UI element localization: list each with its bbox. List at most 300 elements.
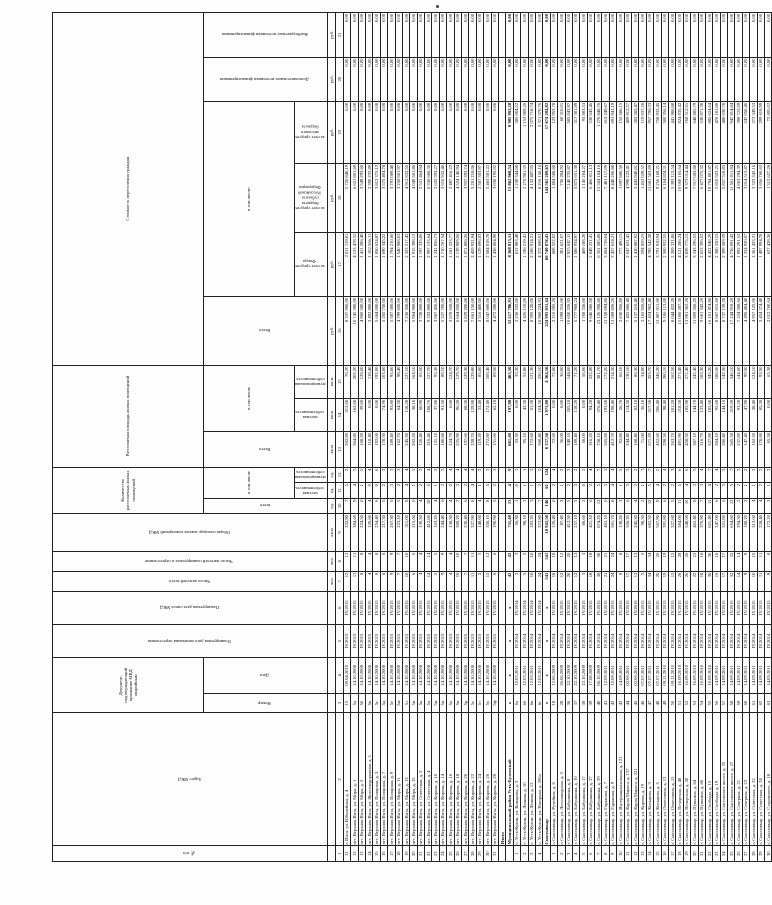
table-cell	[498, 571, 505, 591]
table-cell: 0,00	[402, 101, 409, 163]
table-cell: 2	[558, 467, 565, 483]
table-cell: 36	[595, 571, 602, 591]
table-cell: 34,90	[639, 365, 646, 398]
table-row	[447, 13, 454, 862]
table-cell: г. Сыктывкар, ул. Карла Маркса, д. 137	[624, 713, 631, 846]
table-cell: 172,40	[484, 398, 491, 431]
table-cell: 14.10.2008	[491, 658, 498, 693]
table-cell: 4	[550, 467, 557, 483]
table-cell	[506, 846, 513, 862]
table-cell: 93 883,53	[580, 101, 587, 163]
table-cell: 3	[454, 483, 461, 499]
table-cell: 11	[705, 498, 712, 514]
table-cell: 12.06.2009	[550, 658, 557, 693]
table-cell: 4	[661, 467, 668, 483]
table-cell	[498, 498, 505, 514]
table-cell: 356,20	[624, 514, 631, 552]
table-row	[572, 13, 579, 862]
table-cell: 3 443 940,01	[632, 163, 639, 232]
table-cell: IV.2015	[646, 591, 653, 624]
header-rooms-group: Количество расселяемых жилых помещений	[53, 467, 204, 514]
table-cell: 0,00	[395, 13, 402, 58]
table-cell: 4	[698, 467, 705, 483]
table-cell: 6	[410, 498, 417, 514]
table-cell: IV.2015	[417, 591, 424, 624]
table-cell: 4 524 140,94	[454, 163, 461, 232]
table-cell: 5 587 300,00	[388, 296, 395, 365]
table-cell: 4	[417, 498, 424, 514]
table-cell: 347,00	[713, 514, 720, 552]
table-cell: 4 372 698,01	[535, 232, 542, 296]
table-cell: г. Сыктывкар, ул. Печорская, д. 48	[676, 713, 683, 846]
table-cell: 20	[565, 551, 572, 571]
table-cell: 8 395 120,00	[528, 296, 535, 365]
table-cell: 11	[351, 571, 358, 591]
table-cell: 4 049 501,88	[410, 163, 417, 232]
table-cell: 3 549 293,60	[358, 163, 365, 232]
table-cell: 608 522,82	[550, 232, 557, 296]
table-cell: 14.10.2008	[425, 658, 432, 693]
table-cell: 8	[765, 571, 772, 591]
table-cell: Итого	[498, 713, 505, 846]
table-cell: 1	[742, 483, 749, 499]
table-cell: 0,00	[624, 57, 631, 101]
table-cell: 1	[432, 483, 439, 499]
table-cell: 7	[595, 846, 602, 862]
table-cell: IV.2015	[432, 591, 439, 624]
table-row	[728, 13, 735, 862]
table-cell: IV.2015	[439, 591, 446, 624]
table-cell: 6г	[535, 693, 542, 713]
table-cell: 777 490,15	[617, 232, 624, 296]
table-cell: 130,50	[417, 514, 424, 552]
table-cell: IV.2014	[595, 624, 602, 657]
table-cell: 1 452 029,51	[639, 163, 646, 232]
table-cell: 1 540 988,03	[395, 232, 402, 296]
table-cell: 530 043,46	[587, 101, 594, 163]
table-cell: 648 885,79	[691, 101, 698, 163]
table-cell: г. Сыктывкар, ул. Оплеснина, д. 13	[661, 713, 668, 846]
table-cell: 14.10.2008	[402, 658, 409, 693]
table-cell: 245,30	[632, 514, 639, 552]
table-cell: 8	[402, 498, 409, 514]
table-cell: IV.2015	[439, 624, 446, 657]
table-cell: 39	[587, 693, 594, 713]
table-cell: 228,40	[757, 514, 764, 552]
table-cell: IV.2014	[624, 624, 631, 657]
table-cell: 3 616 932,46	[439, 163, 446, 232]
table-cell: 14.10.2008	[410, 658, 417, 693]
table-cell: 144,60	[735, 365, 742, 398]
table-cell: 30	[705, 571, 712, 591]
table-cell: IV.2015	[661, 591, 668, 624]
table-cell: 0,00	[343, 57, 350, 101]
table-cell: 2	[343, 467, 350, 483]
table-cell: 682,50	[646, 514, 653, 552]
table-cell: 10	[683, 498, 690, 514]
header-rooms-incl: в том числе	[204, 467, 295, 498]
table-cell: 21	[417, 846, 424, 862]
column-number: 2	[335, 713, 343, 846]
table-cell: г. Сыктывкар, ул. Северная, д. 23	[742, 713, 749, 846]
header-rooms-municipal: муниципальная собственность	[295, 467, 328, 483]
table-cell	[498, 163, 505, 232]
table-cell: 373,80	[535, 514, 542, 552]
table-cell: 18	[676, 846, 683, 862]
table-cell: 612 983,48	[513, 232, 520, 296]
table-cell: 263,70	[668, 432, 675, 467]
table-cell: IV.2014	[668, 624, 675, 657]
table-cell: 26	[735, 846, 742, 862]
table-cell: 1 992 291,52	[735, 232, 742, 296]
table-cell: 2 186 914,21	[528, 232, 535, 296]
header-cost-group: Стоимость переселения граждан	[53, 13, 204, 366]
table-cell: 16.09.2010	[683, 658, 690, 693]
table-row	[661, 13, 668, 862]
table-cell: 56,30	[513, 514, 520, 552]
table-cell: 8 440 260,80	[609, 163, 616, 232]
header-cost-extrabudget: Внебюджетные источники финансирования	[204, 13, 328, 58]
table-cell: 5 857 518,83	[720, 163, 727, 232]
table-cell: 5	[728, 483, 735, 499]
table-cell: IV.2015	[742, 591, 749, 624]
header-cost-total: Всего	[204, 296, 328, 365]
table-cell	[498, 13, 505, 58]
table-cell: 0,00	[683, 57, 690, 101]
table-cell: 11	[469, 551, 476, 571]
table-cell: x	[543, 624, 550, 657]
table-cell: 2 531 464,94	[417, 163, 424, 232]
table-cell: 28	[750, 846, 757, 862]
table-cell: 114,30	[624, 398, 631, 431]
table-cell: 0,00	[572, 13, 579, 58]
header-area-total: Общая площадь жилых помещений МКД	[53, 514, 328, 552]
table-cell: 3	[528, 498, 535, 514]
table-cell: 93,80	[388, 398, 395, 431]
table-cell: 25	[447, 846, 454, 862]
table-cell: 23	[432, 846, 439, 862]
table-cell: IV.2015	[447, 624, 454, 657]
unit-pers: чел.	[327, 571, 335, 591]
table-cell: 129,30	[462, 365, 469, 398]
table-row	[535, 13, 542, 862]
table-cell: 5д	[380, 693, 387, 713]
table-cell: 13	[506, 498, 513, 514]
table-cell: 13	[632, 571, 639, 591]
table-cell: 3	[439, 467, 446, 483]
table-cell: IV.2015	[469, 591, 476, 624]
table-cell: пгт. Верхняя Инта, ул. Советская, д. 4	[425, 713, 432, 846]
table-cell: 53	[691, 693, 698, 713]
table-cell: 124,70	[447, 365, 454, 398]
table-cell: 9 646 086,00	[587, 296, 594, 365]
table-cell: 10	[617, 846, 624, 862]
table-cell: 28	[469, 846, 476, 862]
table-cell: 2 625 593,27	[432, 163, 439, 232]
table-cell: 0,00	[373, 57, 380, 101]
header-area-municipal: муниципальная собственность	[295, 365, 328, 398]
table-cell: 3	[735, 467, 742, 483]
table-cell: 0,00	[410, 101, 417, 163]
table-cell: 6	[462, 498, 469, 514]
table-cell: 4 736 091,42	[728, 232, 735, 296]
table-cell: 613 249,67	[602, 101, 609, 163]
table-cell: IV.2015	[454, 624, 461, 657]
table-cell: г. Сыктывкар, ул. Гаражная, д. 9	[609, 713, 616, 846]
table-cell: 0,00	[380, 101, 387, 163]
table-cell: 16.09.2010	[705, 658, 712, 693]
table-cell: 42	[506, 551, 513, 571]
table-cell: IV.2015	[595, 591, 602, 624]
table-cell: 1 361 433,31	[750, 232, 757, 296]
table-row	[720, 13, 727, 862]
table-cell: IV.2014	[742, 624, 749, 657]
table-cell: 28	[558, 693, 565, 713]
table-cell: 119 037,26	[639, 101, 646, 163]
table-cell: 9 106 113,00	[661, 296, 668, 365]
table-cell: 398 722,69	[735, 101, 742, 163]
table-cell: г. Инта, ул. Юбилейная, д. 4	[343, 713, 350, 846]
table-cell: 6	[676, 467, 683, 483]
column-numbers-row	[335, 13, 343, 862]
table-cell: г. Сыктывкар, ул. Пушкина, д. 84	[691, 713, 698, 846]
table-cell: с. Усть-Кулом, ул. Комарова, д. 3	[513, 713, 520, 846]
table-cell: 14.09.2011	[757, 658, 764, 693]
table-cell: 5 726 840,19	[343, 163, 350, 232]
table-cell: 5 463 581,22	[484, 163, 491, 232]
table-cell: IV.2015	[425, 591, 432, 624]
table-cell: 0,00	[513, 13, 520, 58]
table-cell: 4	[402, 483, 409, 499]
table-cell: 09.04.2010	[343, 658, 350, 693]
table-cell: 12.03.2011	[528, 658, 535, 693]
table-cell: 197,90	[506, 398, 513, 431]
table-cell: пгт. Верхняя Инта, ул. Мира, д. 15	[410, 713, 417, 846]
table-cell: 0,00	[365, 57, 372, 101]
table-row	[609, 13, 616, 862]
table-cell: 1	[521, 483, 528, 499]
table-cell: 0,00	[491, 101, 498, 163]
table-cell: 5	[521, 571, 528, 591]
table-cell: 5у	[484, 693, 491, 713]
table-body	[343, 13, 772, 862]
table-cell: 11 159 094,80	[602, 296, 609, 365]
table-cell: 61	[750, 693, 757, 713]
table-cell: 1 098 216,00	[558, 296, 565, 365]
table-cell: 254,40	[373, 514, 380, 552]
table-cell: 17 424 902,40	[646, 296, 653, 365]
table-cell: IV.2015	[565, 591, 572, 624]
table-cell: 24	[720, 846, 727, 862]
table-cell: IV.2015	[617, 591, 624, 624]
table-cell: IV.2015	[698, 591, 705, 624]
table-cell: IV.2014	[661, 624, 668, 657]
table-cell: 346,10	[728, 365, 735, 398]
table-cell: x	[506, 693, 513, 713]
table-cell: 6	[683, 467, 690, 483]
table-cell: 491,90	[676, 432, 683, 467]
table-cell: 16 101 474,80	[705, 296, 712, 365]
table-cell: 182,60	[705, 398, 712, 431]
table-cell: IV.2015	[410, 591, 417, 624]
table-cell: 2	[535, 483, 542, 499]
table-cell: 412,70	[609, 432, 616, 467]
table-cell: 245,30	[402, 432, 409, 467]
table-cell: 128,60	[358, 365, 365, 398]
table-cell: x	[506, 591, 513, 624]
table-cell: 2	[617, 467, 624, 483]
table-cell: IV.2014	[713, 624, 720, 657]
table-cell: 242,40	[691, 365, 698, 398]
table-cell: 0,00	[380, 57, 387, 101]
table-cell: IV.2014	[683, 624, 690, 657]
table-row	[550, 13, 557, 862]
table-cell: 122 953,78	[550, 101, 557, 163]
table-cell: с. Усть-Кулом, ул. Ленина, д. 10	[521, 713, 528, 846]
table-cell: 5	[735, 498, 742, 514]
table-cell: 138,30	[447, 514, 454, 552]
table-cell: 9	[388, 551, 395, 571]
table-cell: 345,20	[705, 365, 712, 398]
table-cell: 14.10.2008	[417, 658, 424, 693]
table-cell: 52,80	[521, 365, 528, 398]
table-cell: 282,80	[343, 432, 350, 467]
table-cell: 56	[713, 693, 720, 713]
table-cell: пгт. Верхняя Инта, ул. Мира, д. 1	[351, 713, 358, 846]
table-cell: 5	[395, 498, 402, 514]
table-cell: 9	[351, 498, 358, 514]
table-cell: 0,00	[454, 13, 461, 58]
table-cell	[498, 483, 505, 499]
table-cell: 214,30	[609, 365, 616, 398]
table-cell: пгт. Верхняя Инта, ул. Кирова, д. 26	[484, 713, 491, 846]
table-cell: 91,50	[439, 398, 446, 431]
table-cell: 66,10	[617, 365, 624, 398]
table-cell: 282 382,47	[632, 101, 639, 163]
table-row	[388, 13, 395, 862]
table-cell: 469 188,20	[580, 232, 587, 296]
table-cell: 118,40	[365, 365, 372, 398]
table-cell: 22	[425, 846, 432, 862]
table-cell: 5	[654, 467, 661, 483]
table-cell: 360,40	[535, 432, 542, 467]
table-cell: 0,00	[447, 57, 454, 101]
table-cell: 0,00	[506, 57, 513, 101]
table-cell: 1	[521, 467, 528, 483]
table-cell: 2	[558, 846, 565, 862]
table-cell: 0,00	[432, 57, 439, 101]
table-cell: 14.10.2008	[454, 658, 461, 693]
column-number: 21	[335, 13, 343, 58]
table-cell: 6	[550, 498, 557, 514]
header-cost-region: за счет средств бюджета субъекта Российской Федерации	[295, 163, 328, 232]
table-cell: 54	[698, 693, 705, 713]
table-cell: г. Сыктывкар, ул. Карла Маркса, д. 221	[632, 713, 639, 846]
table-cell: 0,00	[476, 13, 483, 58]
table-cell: 3	[558, 498, 565, 514]
table-cell: пгт. Верхняя Инта, ул. Кирова, д. 14	[439, 713, 446, 846]
table-cell: 3 656 760,63	[757, 163, 764, 232]
table-row	[765, 13, 772, 862]
table-cell: 94,20	[587, 398, 594, 431]
header-rooms-total: всего	[204, 498, 328, 514]
table-cell: 5	[580, 846, 587, 862]
table-cell: 14.09.2011	[713, 658, 720, 693]
table-cell: 10	[750, 551, 757, 571]
table-cell: 7	[454, 498, 461, 514]
table-cell: 527,80	[705, 432, 712, 467]
table-cell: 48	[654, 693, 661, 713]
table-cell: 8 667 015,60	[713, 296, 720, 365]
table-cell: 3	[624, 467, 631, 483]
table-cell: 5	[668, 498, 675, 514]
table-cell: 36,10	[639, 398, 646, 431]
table-cell: 0,00	[425, 101, 432, 163]
table-cell: 0,00	[358, 101, 365, 163]
table-cell: 6 337,56	[543, 432, 550, 467]
table-cell: 4 626 110,00	[521, 296, 528, 365]
table-cell: 1 181 233,77	[447, 232, 454, 296]
table-cell: 567,90	[654, 514, 661, 552]
table-cell: 22	[691, 571, 698, 591]
table-cell: 0,00	[550, 13, 557, 58]
table-cell: 118,20	[402, 398, 409, 431]
table-cell: IV.2015	[491, 624, 498, 657]
table-cell: 7	[462, 571, 469, 591]
table-cell: 14.10.2008	[462, 658, 469, 693]
table-cell: x	[543, 658, 550, 693]
table-cell: 661,40	[506, 432, 513, 467]
table-cell: г. Сыктывкар, ул. Советская, д. 22	[750, 713, 757, 846]
table-cell: 9 661 342,20	[698, 296, 705, 365]
table-cell: 44	[624, 693, 631, 713]
table-cell: 327,60	[668, 514, 675, 552]
table-cell: 3 791 910,94	[654, 232, 661, 296]
table-cell: 5 265 750,00	[380, 296, 387, 365]
table-cell: 172,20	[602, 365, 609, 398]
table-cell: 12	[632, 846, 639, 862]
table-cell: г. Сыктывкар, ул. Пушкина, д. 86	[698, 713, 705, 846]
header-num: № п/п	[53, 846, 328, 862]
table-cell: 9	[439, 571, 446, 591]
table-cell: 16	[380, 846, 387, 862]
table-cell: IV.2015	[550, 591, 557, 624]
table-cell: 8	[617, 551, 624, 571]
table-cell: 17	[624, 571, 631, 591]
table-cell: 193,60	[602, 398, 609, 431]
table-cell: 1 586 934,97	[572, 232, 579, 296]
table-row	[698, 13, 705, 862]
table-cell: 247 050,46	[742, 101, 749, 163]
table-cell: 86,30	[632, 365, 639, 398]
table-cell: 1 270 848,76	[595, 101, 602, 163]
table-cell: 4 123 478,32	[351, 232, 358, 296]
table-cell: 4	[750, 498, 757, 514]
table-cell: 17 674 284,82	[543, 101, 550, 163]
table-cell: IV.2015	[432, 624, 439, 657]
column-number: 20	[335, 57, 343, 101]
table-cell	[498, 398, 505, 431]
rotated-table-block	[52, 12, 771, 862]
table-cell: 124,10	[750, 365, 757, 398]
table-cell: 1 436 004,98	[491, 232, 498, 296]
table-cell: 3	[580, 571, 587, 591]
table-cell: 0,00	[439, 57, 446, 101]
table-cell: 10 745 280,00	[351, 296, 358, 365]
table-cell: 192,00	[373, 432, 380, 467]
table-cell: 476 181,86	[713, 101, 720, 163]
table-cell: IV.2015	[358, 591, 365, 624]
